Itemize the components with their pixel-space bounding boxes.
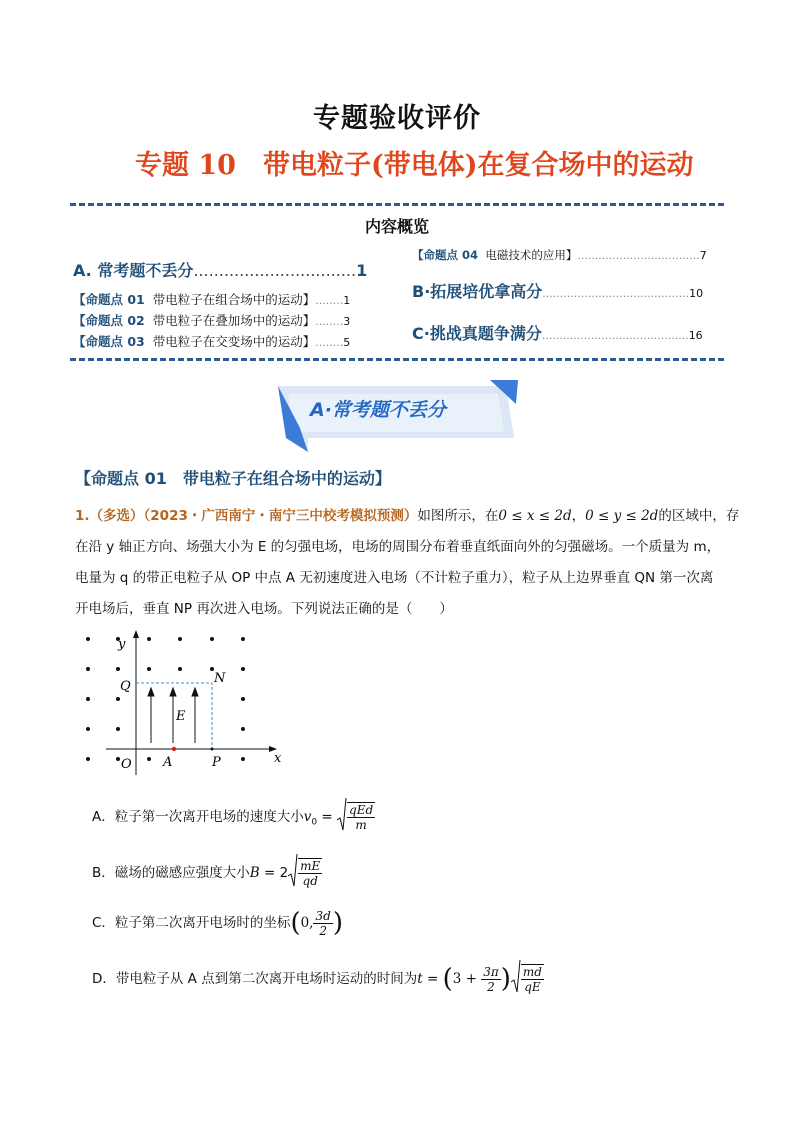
field-arrows xyxy=(148,688,198,743)
range-x: 0 ≤ x ≤ 2d xyxy=(498,508,572,524)
toc-item-03[interactable] xyxy=(73,332,350,350)
top-divider xyxy=(70,203,724,206)
label-a: A xyxy=(163,755,173,770)
toc-item-01[interactable] xyxy=(73,290,350,308)
banner-title: A·常考题不丢分 xyxy=(310,399,446,421)
option-c[interactable] xyxy=(92,908,343,938)
toc-dots: ........ xyxy=(315,315,344,328)
option-a[interactable] xyxy=(92,798,375,836)
paren-right: ) xyxy=(332,908,343,938)
fraction xyxy=(347,802,375,832)
bottom-divider xyxy=(70,358,724,361)
toc-section-a-label: A. 常考题不丢分 xyxy=(73,261,194,280)
toc-item-text: 带电粒子在组合场中的运动】 xyxy=(152,292,316,307)
math-coord: 0, xyxy=(300,915,314,931)
fraction xyxy=(298,858,322,888)
toc-section-c[interactable] xyxy=(412,321,703,344)
label-x: x xyxy=(274,751,282,766)
math-symbol: t xyxy=(417,971,423,987)
question-line-2: 在沿 y 轴正方向、场强大小为 E 的匀强电场，电场的周围分布着垂直纸面向外的匀强磁场。一个质量为 m， xyxy=(75,539,721,555)
sqrt-symbol xyxy=(511,960,521,998)
denominator: 2 xyxy=(487,979,495,994)
label-n: N xyxy=(214,671,226,686)
question-text: 的区域中，存 xyxy=(658,508,740,524)
toc-item-text: 电磁技术的应用】 xyxy=(485,248,578,262)
option-text: B．磁场的磁感应强度大小 xyxy=(92,865,250,881)
denominator: qE xyxy=(524,980,541,994)
label-o: O xyxy=(121,757,132,772)
math-term: 3 + xyxy=(452,971,482,987)
toc-item-bracket: 【命题点 02 xyxy=(73,313,145,328)
numerator: mE xyxy=(300,859,321,873)
toc-dots: ........ xyxy=(315,336,344,349)
paren-left: ( xyxy=(290,908,301,938)
option-b[interactable] xyxy=(92,854,322,892)
question-line-1 xyxy=(75,502,739,530)
toc-section-c-label: C·挑战真题争满分 xyxy=(412,324,542,343)
paren-right: ) xyxy=(500,964,511,994)
main-title: 专题验收评价 xyxy=(313,103,481,134)
point01-heading: 【命题点 01 带电粒子在组合场中的运动】 xyxy=(75,469,391,488)
question-line-3: 电量为 q 的带正电粒子从 OP 中点 A 无初速度进入电场（不计粒子重力），粒子从上边界垂直 QN 第一次离 xyxy=(75,570,714,586)
denominator: m xyxy=(355,818,367,832)
denominator: qd xyxy=(302,874,318,888)
toc-dots: .......................................... xyxy=(542,287,690,300)
paren-left: ( xyxy=(442,964,453,994)
toc-item-04[interactable] xyxy=(412,247,707,263)
denominator: 2 xyxy=(319,923,327,938)
fraction xyxy=(521,964,544,994)
option-text: A．粒子第一次离开电场的速度大小 xyxy=(92,809,304,825)
toc-page: 3 xyxy=(343,315,351,328)
toc-dots: ................................... xyxy=(577,249,700,262)
option-d[interactable] xyxy=(92,960,544,998)
fraction xyxy=(481,965,501,994)
label-e: E xyxy=(176,709,186,724)
question-source: （多选）（2023・广西南宁・南宁三中校考模拟预测） xyxy=(89,508,418,524)
toc-item-bracket: 【命题点 04 xyxy=(412,248,479,262)
label-p: P xyxy=(212,755,221,770)
math-symbol: B xyxy=(249,865,260,881)
math-eq: = 2 xyxy=(259,865,289,881)
sqrt-symbol xyxy=(337,798,347,836)
toc-item-text: 带电粒子在叠加场中的运动】 xyxy=(152,313,316,328)
toc-item-bracket: 【命题点 03 xyxy=(73,334,145,349)
label-q: Q xyxy=(120,679,131,694)
range-y: 0 ≤ y ≤ 2d xyxy=(585,508,659,524)
sub-title: 专题 10 带电粒子(带电体)在复合场中的运动 xyxy=(135,150,694,181)
toc-dots: .......................................... xyxy=(541,329,689,342)
numerator: qEd xyxy=(349,803,374,817)
option-text: C．粒子第二次离开电场时的坐标 xyxy=(92,915,291,931)
toc-page: 5 xyxy=(343,336,351,349)
toc-item-02[interactable] xyxy=(73,311,350,329)
toc-page: 7 xyxy=(699,249,707,262)
numerator: 3π xyxy=(483,964,499,979)
math-eq: = xyxy=(422,971,443,987)
toc-dots: ................................ xyxy=(193,261,357,280)
question-text: ， xyxy=(571,508,586,524)
toc-item-text: 带电粒子在交变场中的运动】 xyxy=(152,334,316,349)
math-symbol: v xyxy=(303,809,312,825)
toc-section-a[interactable] xyxy=(73,258,367,281)
fraction xyxy=(313,909,332,938)
toc-page: 1 xyxy=(356,261,368,280)
field-diagram xyxy=(78,628,288,778)
question-text: 如图所示，在 xyxy=(417,508,499,524)
toc-heading: 内容概览 xyxy=(364,217,429,236)
toc-page: 16 xyxy=(688,329,703,342)
option-text: D．带电粒子从 A 点到第二次离开电场时运动的时间为 xyxy=(92,971,418,987)
math-eq: = xyxy=(317,809,338,825)
numerator: 3d xyxy=(315,908,331,923)
math-sub: 0 xyxy=(311,817,318,828)
question-line-4: 开电场后，垂直 NP 再次进入电场。下列说法正确的是（ ） xyxy=(75,601,453,617)
toc-section-b[interactable] xyxy=(412,279,703,302)
question-number: 1. xyxy=(75,508,90,524)
magnetic-field-dots xyxy=(86,637,245,761)
toc-section-b-label: B·拓展培优拿高分 xyxy=(412,282,543,301)
toc-item-bracket: 【命题点 01 xyxy=(73,292,145,307)
toc-dots: ........ xyxy=(315,294,344,307)
toc-page: 10 xyxy=(689,287,704,300)
point-a-dot xyxy=(172,747,176,751)
numerator: md xyxy=(522,965,542,979)
label-y: y xyxy=(118,637,126,652)
toc-page: 1 xyxy=(343,294,351,307)
sqrt-symbol xyxy=(288,854,298,892)
